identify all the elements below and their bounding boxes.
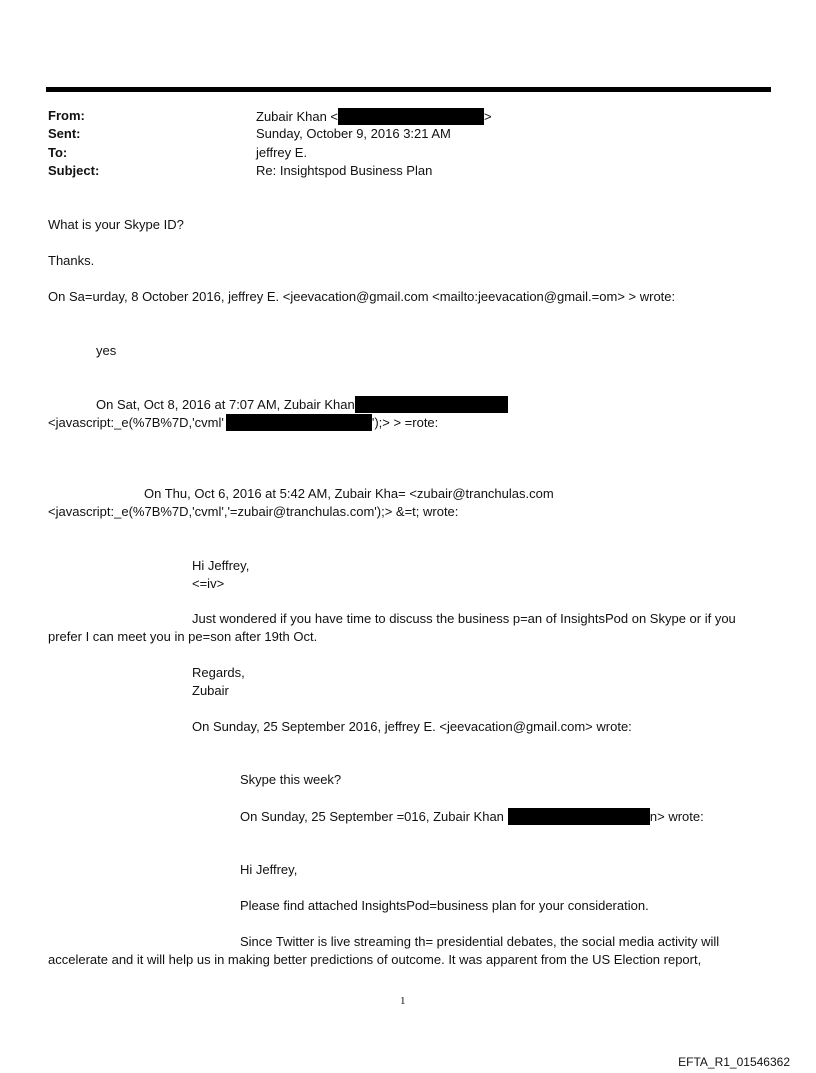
document-id: EFTA_R1_01546362: [678, 1055, 790, 1069]
body-line: prefer I can meet you in pe=son after 19th Oct.: [48, 629, 318, 644]
body-line: [48, 414, 438, 431]
body-line: <javascript:_e(%7B%7D,'cvml','=zubair@tranchulas.com');> &=t; wrote:: [48, 504, 459, 519]
from-value: [256, 108, 492, 125]
body-line: Skype this week?: [240, 772, 342, 787]
redaction-block: [338, 108, 484, 125]
from-end: >: [484, 109, 492, 124]
redaction-block: [226, 414, 372, 431]
body-line: Hi Jeffrey,: [240, 862, 298, 877]
body-line: What is your Skype ID?: [48, 217, 184, 232]
body-line: Please find attached InsightsPod=business plan for your consideration.: [240, 898, 649, 913]
subject-value: Re: Insightspod Business Plan: [256, 163, 433, 178]
from-label: From:: [48, 108, 85, 123]
body-line: Regards,: [192, 665, 245, 680]
quote-header-text: On Sunday, 25 September =016, Zubair Khan: [240, 809, 504, 824]
body-line: [96, 396, 508, 413]
redaction-block: [355, 396, 508, 413]
from-name: Zubair Khan <: [256, 109, 339, 124]
subject-label: Subject:: [48, 163, 100, 178]
body-line: Hi Jeffrey,: [192, 558, 250, 573]
body-line: Just wondered if you have time to discuss the business p=an of InsightsPod on Skype or if you: [192, 611, 736, 626]
javascript-link-end: ');> > =rote:: [371, 415, 439, 430]
body-line: Thanks.: [48, 253, 95, 268]
body-line: <=iv>: [192, 576, 225, 591]
to-label: To:: [48, 145, 68, 160]
quote-header-end: n> wrote:: [649, 809, 704, 824]
sent-value: Sunday, October 9, 2016 3:21 AM: [256, 126, 451, 141]
body-line: Zubair: [192, 683, 229, 698]
body-line: On Thu, Oct 6, 2016 at 5:42 AM, Zubair Kha= <zubair@tranchulas.com: [144, 486, 554, 501]
body-line: accelerate and it will help us in making better predictions of outcome. It was apparent from the US Election report,: [48, 952, 702, 967]
quote-header-text: On Sat, Oct 8, 2016 at 7:07 AM, Zubair Khan: [96, 397, 355, 412]
javascript-link-text: <javascript:_e(%7B%7D,'cvml': [48, 415, 224, 430]
body-line: On Sunday, 25 September 2016, jeffrey E. <jeevacation@gmail.com> wrote:: [192, 719, 632, 734]
body-line: On Sa=urday, 8 October 2016, jeffrey E. <jeevacation@gmail.com <mailto:jeevacation@gmail.=om> > wrote:: [48, 289, 676, 304]
page-number: 1: [400, 995, 406, 1007]
body-line: [240, 808, 704, 825]
to-value: jeffrey E.: [256, 145, 308, 160]
body-line: yes: [96, 343, 117, 358]
body-line: Since Twitter is live streaming th= presidential debates, the social media activity will: [240, 934, 720, 949]
sent-label: Sent:: [48, 126, 81, 141]
header-rule: [46, 87, 771, 92]
redaction-block: [508, 808, 650, 825]
